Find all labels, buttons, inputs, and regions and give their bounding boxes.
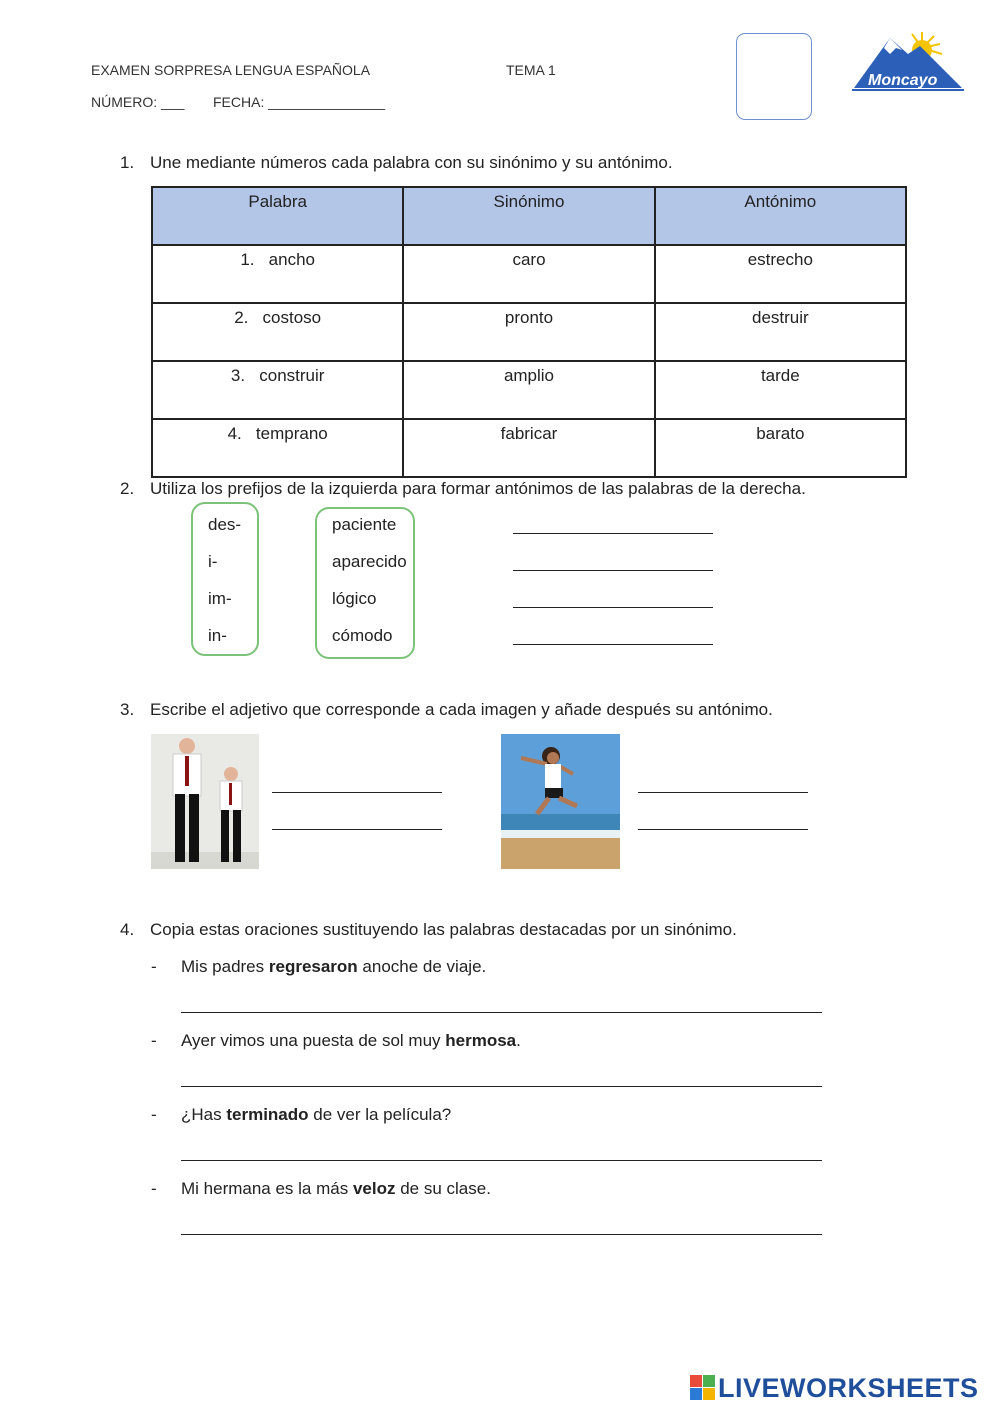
sentence-item: - ¿Has terminado de ver la película? (151, 1105, 452, 1124)
answer-line[interactable] (513, 607, 713, 608)
q4-number: 4. (120, 920, 135, 939)
base-word: paciente (332, 515, 397, 534)
answer-line[interactable] (513, 533, 713, 534)
logo-text: Moncayo (868, 72, 938, 89)
prefix-item: in- (208, 626, 227, 645)
fecha-field: FECHA: _______________ (213, 94, 386, 110)
answer-line[interactable] (638, 829, 808, 830)
prefix-item: des- (208, 515, 242, 534)
q2-instruction: 2. Utiliza los prefijos de la izquierda para formar antónimos de las palabras de la derecha. (120, 479, 806, 498)
table-cell[interactable]: pronto (403, 303, 654, 361)
answer-line[interactable] (638, 792, 808, 793)
answer-line[interactable] (513, 570, 713, 571)
beach-jump-image (501, 734, 620, 869)
answer-line[interactable] (181, 1012, 822, 1013)
q3-instruction: 3. Escribe el adjetivo que corresponde a cada imagen y añade después su antónimo. (120, 700, 773, 719)
table-cell[interactable]: 2. costoso (152, 303, 403, 361)
table-cell[interactable]: destruir (655, 303, 906, 361)
moncayo-logo (850, 26, 968, 96)
table-cell[interactable]: 3. construir (152, 361, 403, 419)
synonym-antonym-table (151, 186, 907, 478)
table-cell[interactable]: tarde (655, 361, 906, 419)
numero-field: NÚMERO: ___ (91, 94, 185, 110)
q1-number: 1. (120, 153, 135, 172)
answer-line[interactable] (513, 644, 713, 645)
table-cell[interactable]: fabricar (403, 419, 654, 477)
liveworksheets-brand (690, 1372, 979, 1404)
tall-short-photo (151, 734, 259, 869)
prefix-item: im- (208, 589, 232, 608)
exam-title: EXAMEN SORPRESA LENGUA ESPAÑOLA (91, 62, 371, 78)
jumping-woman-photo (501, 734, 620, 869)
table-cell[interactable]: barato (655, 419, 906, 477)
table-row (152, 361, 906, 419)
score-box[interactable] (736, 33, 812, 120)
answer-line[interactable] (272, 829, 442, 830)
sentence-item: - Mis padres regresaron anoche de viaje. (151, 957, 487, 976)
table-row (152, 245, 906, 303)
brand-text: LIVEWORKSHEETS (718, 1372, 979, 1403)
table-header: Antónimo (655, 187, 906, 245)
table-row (152, 419, 906, 477)
liveworksheets-logo-icon (690, 1375, 716, 1401)
base-word: cómodo (332, 626, 393, 645)
answer-line[interactable] (181, 1160, 822, 1161)
prefix-item: i- (208, 552, 218, 571)
q4-instruction: 4. Copia estas oraciones sustituyendo las palabras destacadas por un sinónimo. (120, 920, 737, 939)
sentence-item: - Mi hermana es la más veloz de su clase. (151, 1179, 491, 1198)
answer-line[interactable] (272, 792, 442, 793)
sentence-item: - Ayer vimos una puesta de sol muy hermosa. (151, 1031, 521, 1050)
two-men-image (151, 734, 259, 869)
base-word: aparecido (332, 552, 407, 571)
table-header: Sinónimo (403, 187, 654, 245)
table-row (152, 303, 906, 361)
q2-number: 2. (120, 479, 135, 498)
q1-instruction: 1. Une mediante números cada palabra con su sinónimo y su antónimo. (120, 153, 673, 172)
table-cell[interactable]: caro (403, 245, 654, 303)
answer-line[interactable] (181, 1234, 822, 1235)
table-cell[interactable]: 1. ancho (152, 245, 403, 303)
table-cell[interactable]: amplio (403, 361, 654, 419)
base-word: lógico (332, 589, 377, 608)
table-cell[interactable]: 4. temprano (152, 419, 403, 477)
tema-label: TEMA 1 (506, 62, 556, 78)
answer-line[interactable] (181, 1086, 822, 1087)
table-header: Palabra (152, 187, 403, 245)
table-cell[interactable]: estrecho (655, 245, 906, 303)
q3-number: 3. (120, 700, 135, 719)
